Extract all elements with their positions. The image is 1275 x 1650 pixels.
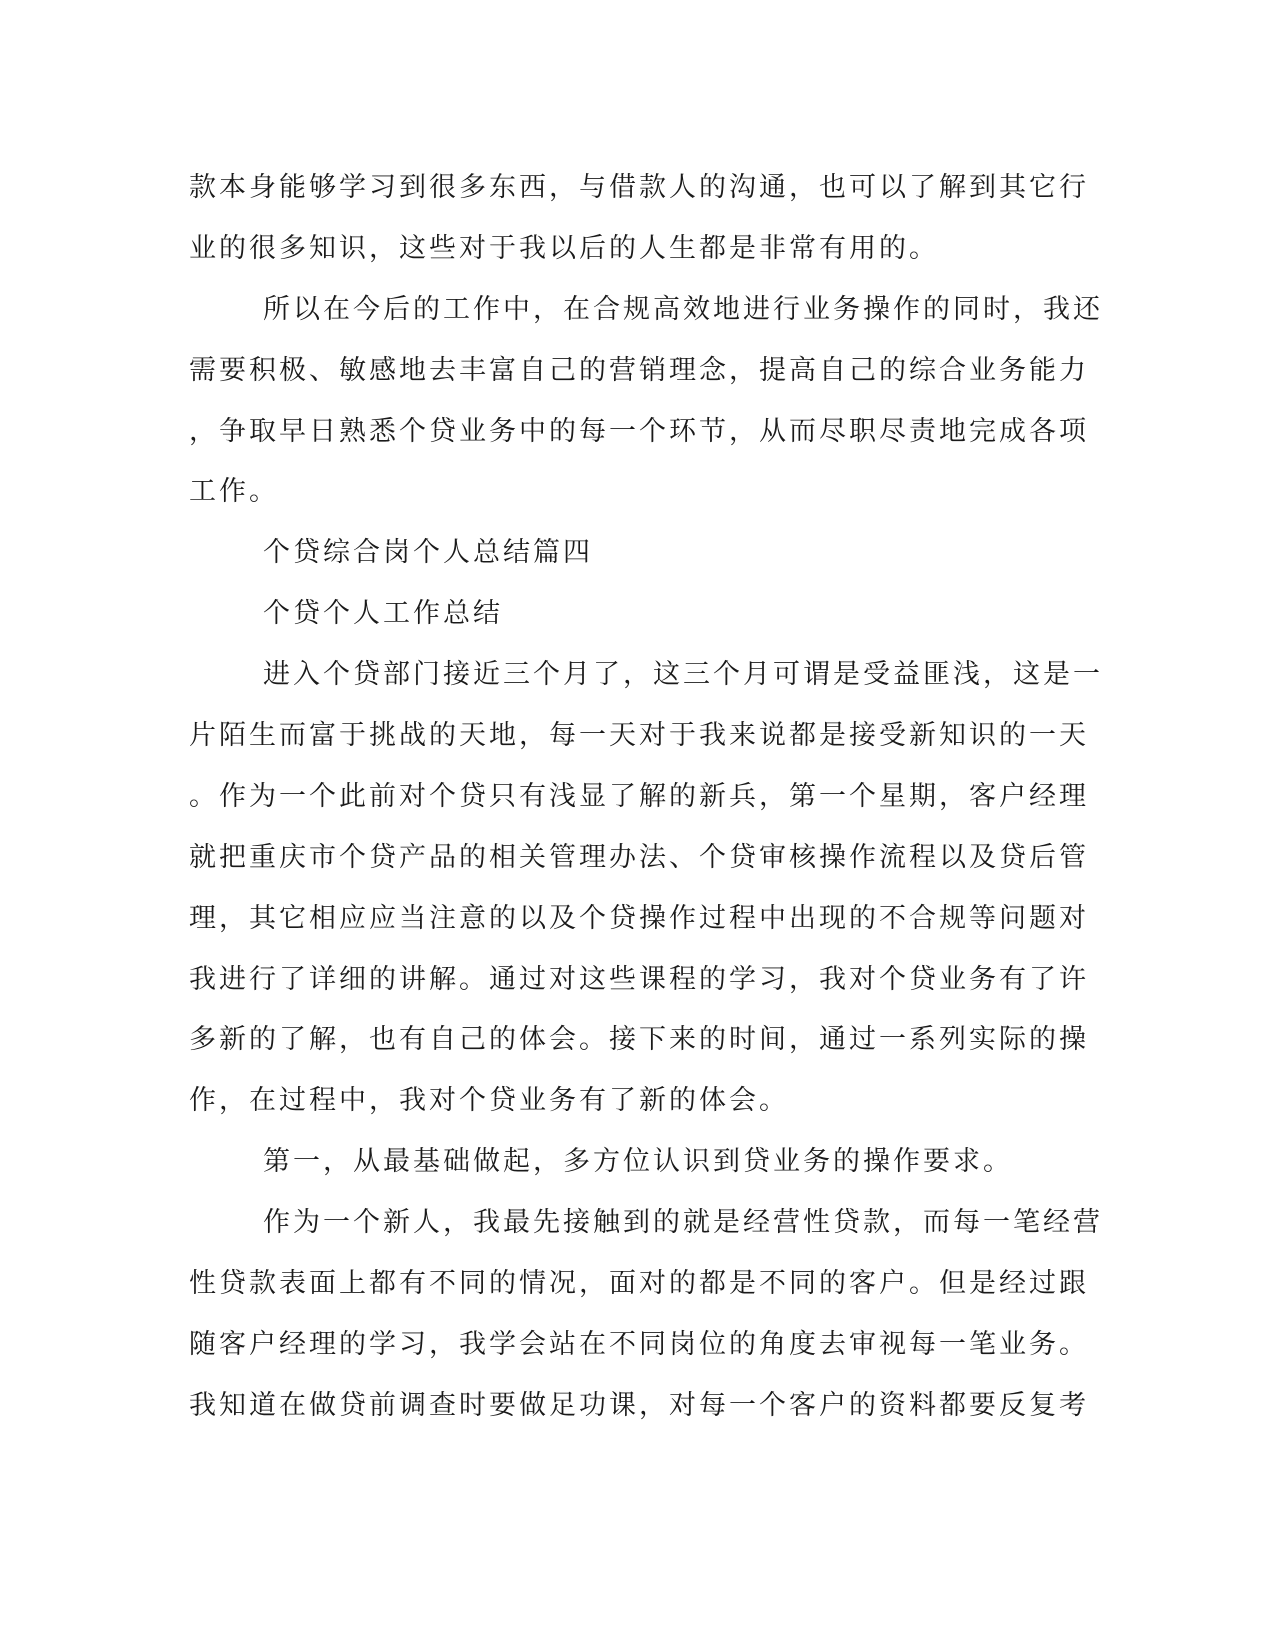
text-line: 作，在过程中，我对个贷业务有了新的体会。 [189, 1085, 789, 1117]
text-line: 。作为一个此前对个贷只有浅显了解的新兵，第一个星期，客户经理 [189, 780, 1089, 812]
text-line: 作为一个新人，我最先接触到的就是经营性贷款，而每一笔经营 [263, 1207, 1103, 1239]
text-line: 所以在今后的工作中，在合规高效地进行业务操作的同时，我还 [263, 293, 1103, 325]
text-line: 我知道在做贷前调查时要做足功课，对每一个客户的资料都要反复考 [189, 1389, 1089, 1421]
text-line: 款本身能够学习到很多东西，与借款人的沟通，也可以了解到其它行 [189, 172, 1089, 203]
text-line: ，争取早日熟悉个贷业务中的每一个环节，从而尽职尽责地完成各项 [189, 415, 1089, 447]
section-heading: 个贷综合岗个人总结篇四 [263, 537, 593, 569]
text-line: 业的很多知识，这些对于我以后的人生都是非常有用的。 [189, 232, 939, 264]
text-line: 第一，从最基础做起，多方位认识到贷业务的操作要求。 [263, 1146, 1013, 1178]
text-line: 性贷款表面上都有不同的情况，面对的都是不同的客户。但是经过跟 [189, 1268, 1089, 1300]
document-body [189, 158, 1103, 1437]
text-line: 多新的了解，也有自己的体会。接下来的时间，通过一系列实际的操 [189, 1024, 1089, 1056]
section-subheading: 个贷个人工作总结 [263, 598, 503, 630]
text-line: 理，其它相应应当注意的以及个贷操作过程中出现的不合规等问题对 [189, 902, 1089, 934]
text-line: 随客户经理的学习，我学会站在不同岗位的角度去审视每一笔业务。 [189, 1328, 1089, 1360]
text-line: 工作。 [189, 476, 279, 508]
text-line: 进入个贷部门接近三个月了，这三个月可谓是受益匪浅，这是一 [263, 659, 1103, 691]
text-line: 我进行了详细的讲解。通过对这些课程的学习，我对个贷业务有了许 [189, 963, 1089, 995]
text-line: 就把重庆市个贷产品的相关管理办法、个贷审核操作流程以及贷后管 [189, 841, 1089, 873]
text-line: 片陌生而富于挑战的天地，每一天对于我来说都是接受新知识的一天 [189, 720, 1089, 752]
text-line: 需要积极、敏感地去丰富自己的营销理念，提高自己的综合业务能力 [189, 354, 1089, 386]
